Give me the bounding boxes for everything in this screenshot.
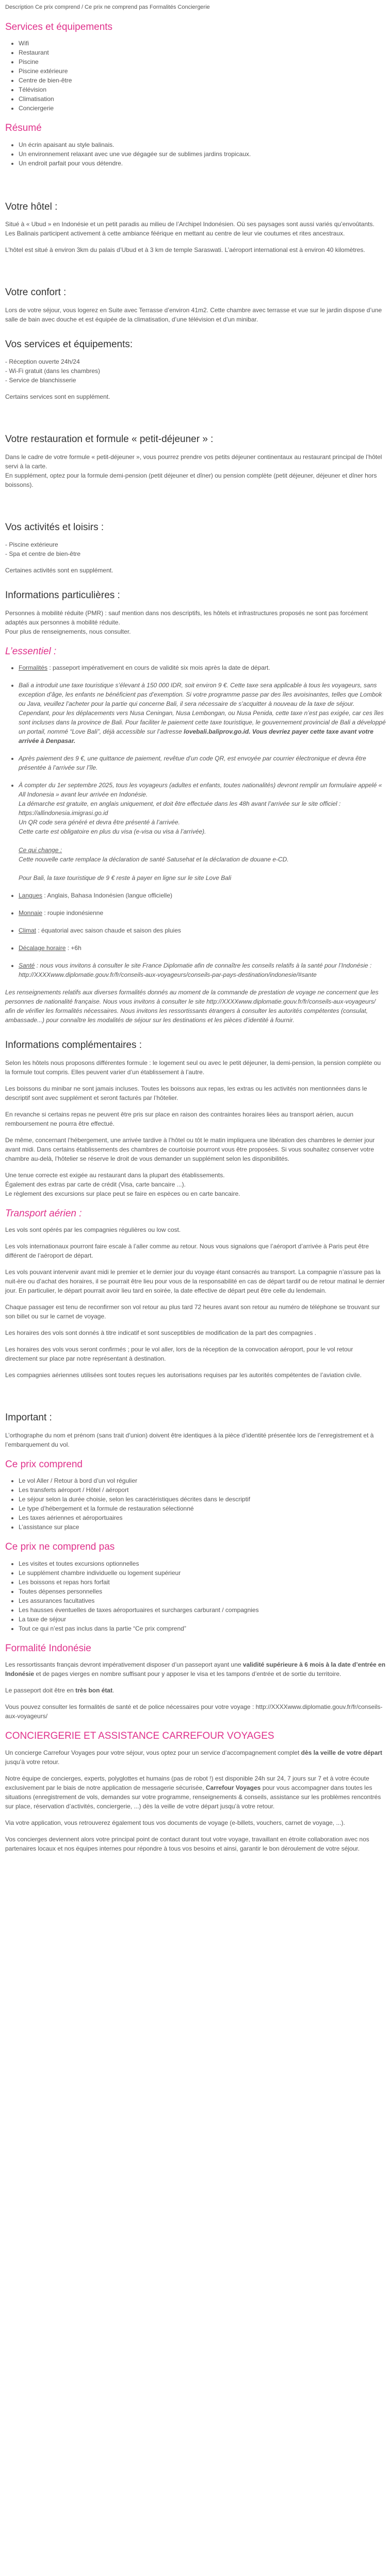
conciergerie-bold: Carrefour Voyages <box>205 1784 261 1791</box>
complementaires-text: Une tenue correcte est exigée au restaurant dans la plupart des établissements. <box>5 1171 225 1179</box>
complementaires-paragraph: En revanche si certains repas ne peuvent être pris sur place en raison des contraintes horaires liées au transport aérien, aucun remboursement ne pourra être effectué. <box>5 1110 354 1127</box>
list-item: • Piscine extérieure <box>19 66 386 76</box>
infos-text: Pour plus de renseignements, nous consulter. <box>5 628 131 635</box>
activite-line: - Spa et centre de bien-être <box>5 550 81 557</box>
sante-text: : nous vous invitons à consulter le site France Diplomatie afin de connaître les conseils relatifs à la santé pour l’Indonésie : http://XXXXwww.diplomatie.gouv.fr/fr/conseils-aux-voyageurs/conseils-par-pays-destination/indonesie/#sante <box>19 962 372 978</box>
list-item <box>19 961 386 979</box>
activites-lines <box>5 540 386 558</box>
decalage-text: : +6h <box>66 944 82 952</box>
transport-title: Transport aérien : <box>5 1208 82 1219</box>
list-item: • Restaurant <box>19 48 386 57</box>
conciergerie-paragraph: Vos concierges deviennent alors votre principal point de contact durant tout votre voyage, travaillant en étroite collaboration avec nos partenaires locaux et nos équipes internes pour répondre à tous vos besoins et ainsi, garantir le bon déroulement de votre séjour. <box>5 1835 369 1852</box>
climat-label: Climat <box>19 927 37 934</box>
climat-text: : équatorial avec saison chaude et saison des pluies <box>36 927 181 934</box>
formalite-bold: validité supérieure à 6 mois à la date d’entrée en Indonésie <box>5 1661 386 1677</box>
activites-title: Vos activités et loisirs : <box>5 521 104 533</box>
equipement-line: - Wi-Fi gratuit (dans les chambres) <box>5 367 101 375</box>
formalite-text: Le passeport doit être en <box>5 1687 76 1694</box>
list-item <box>19 781 386 883</box>
conciergerie-text: jusqu’à votre retour. <box>5 1758 60 1766</box>
formalite-text: . <box>112 1687 115 1694</box>
conciergerie-paragraph <box>5 1748 386 1767</box>
list-item: • Les visites et toutes excursions optionnelles <box>19 1559 386 1568</box>
list-item: • Un écrin apaisant au style balinais. <box>19 140 386 149</box>
complementaires-paragraph: De même, concernant l’hébergement, une arrivée tardive à l’hôtel ou tôt le matin impliquera une libération des chambres le dernier jour avant midi. Dans certains établissements des chambres de courtoisie pourront vous être proposées. Si vous souhaitez conserver votre chambre au-delà, l’hôtelier se réserve le droit de vous demander un supplément selon les disponibilités. <box>5 1136 375 1162</box>
important-paragraph: L’orthographe du nom et prénom (sans trait d’union) doivent être identiques à la pièce d’identité présentée lors de l’enregistrement et à l’embarquement du vol. <box>5 1431 374 1448</box>
restauration-title: Votre restauration et formule « petit-déjeuner » : <box>5 434 214 445</box>
complementaires-paragraph: Les boissons du minibar ne sont jamais incluses. Toutes les boissons aux repas, les extras ou les activités non mentionnées dans le descriptif sont avec supplément et seront facturés par l’hôtelier. <box>5 1084 367 1101</box>
confort-title: Votre confort : <box>5 287 67 298</box>
list-item: • Toutes dépenses personnelles <box>19 1587 386 1596</box>
hotel-title: Votre hôtel : <box>5 201 58 212</box>
list-item: • Télévision <box>19 85 386 94</box>
infos-title: Informations particulières : <box>5 590 120 601</box>
transport-paragraph: Chaque passager est tenu de reconfirmer son vol retour au plus tard 72 heures avant son retour au numéro de téléphone se trouvant sur son billet ou sur le carnet de voyage. <box>5 1303 380 1320</box>
list-item: • Les assurances facultatives <box>19 1596 386 1605</box>
equipements-lines <box>5 357 386 385</box>
services-list <box>5 39 386 113</box>
list-item: • Piscine <box>19 57 386 66</box>
list-item <box>19 943 386 953</box>
infos-paragraph <box>5 608 386 636</box>
evisa-text: Cette carte est obligatoire en plus du visa (e-visa ou visa à l’arrivée). <box>19 828 206 835</box>
change-label: Ce qui change : <box>19 846 62 854</box>
comprend-title: Ce prix comprend <box>5 1459 83 1470</box>
conciergerie-paragraph: Via votre application, vous retrouverez également tous vos documents de voyage (e-billets, vouchers, carnet de voyage, ...). <box>5 1819 345 1826</box>
complementaires-paragraph: Selon les hôtels nous proposons différentes formule : le logement seul ou avec le petit déjeuner, la demi-pension, la pension complète ou la formule tout compris. Elles peuvent varier d’un établissement à l’autre. <box>5 1059 381 1076</box>
conciergerie-text: Notre équipe de concierges, experts, polyglottes et humains (pas de robot !) est disponible 24h sur 24, 7 jours sur 7 et à votre écoute exclusivement par le biais de notre application de messagerie sécurisée, <box>5 1774 369 1791</box>
monnaie-text: : roupie indonésienne <box>42 909 104 917</box>
complementaires-text: Le règlement des excursions sur place peut se faire en espèces ou en carte bancaire. <box>5 1190 240 1197</box>
essentiel-title: L’essentiel : <box>5 646 57 657</box>
list-item: • Climatisation <box>19 94 386 104</box>
formalite-bold: très bon état <box>75 1687 113 1694</box>
list-item <box>19 663 386 672</box>
sante-label: Santé <box>19 962 35 969</box>
list-item: • L’assistance sur place <box>19 1522 386 1532</box>
transport-paragraph: Les horaires des vols sont donnés à titre indicatif et sont susceptibles de modification de la part des compagnies . <box>5 1329 317 1336</box>
list-item: • Un environnement relaxant avec une vue dégagée sur de sublimes jardins tropicaux. <box>19 149 386 159</box>
restauration-paragraph <box>5 452 386 489</box>
resume-title: Résumé <box>5 123 42 133</box>
list-item <box>19 908 386 918</box>
disclaimer: Les renseignements relatifs aux diverses formalités donnés au moment de la commande de prestation de voyage ne concernent que les personnes de nationalité française. Nous vous invitons à consulter le site http://XXXXwww.diplomatie.gouv.fr/fr/conseils-aux-voyageurs/ afin de vérifier les formalités nécessaires. Nous invitons les ressortissants étrangers à consulter les autorités compétentes (consulat, ambassade...) pour connaître les modalités de séjour sur les destinations et les pièces d’identité à fournir. <box>5 989 379 1024</box>
ne-comprend-title: Ce prix ne comprend pas <box>5 1541 115 1552</box>
formalites-text: : passeport impérativement en cours de validité six mois après la date de départ. <box>47 664 270 671</box>
important-title: Important : <box>5 1412 52 1423</box>
transport-paragraph: Les compagnies aériennes utilisées sont toutes reçues les autorisations requises par les autorités compétentes de l’aviation civile. <box>5 1371 362 1379</box>
equipements-title: Vos services et équipements: <box>5 338 133 350</box>
list-item: • Un endroit parfait pour vous détendre. <box>19 159 386 168</box>
ne-comprend-list <box>5 1559 386 1633</box>
infos-text: Personnes à mobilité réduite (PMR) : sauf mention dans nos descriptifs, les hôtels et infrastructures proposés ne sont pas forcément adaptés aux personnes à mobilité réduite. <box>5 609 368 626</box>
list-item: • Les hausses éventuelles de taxes aéroportuaires et surcharges carburant / compagnies <box>19 1605 386 1615</box>
list-item: • Le séjour selon la durée choisie, selon les caractéristiques décrites dans le descriptif <box>19 1495 386 1504</box>
formalite-paragraph: Vous pouvez consulter les formalités de santé et de police nécessaires pour votre voyage : http://XXXXwww.diplomatie.gouv.fr/fr/conseils-aux-voyageurs/ <box>5 1703 383 1720</box>
complementaires-title: Informations complémentaires : <box>5 1040 142 1050</box>
complementaires-paragraph <box>5 1171 386 1198</box>
conciergerie-text: Un concierge Carrefour Voyages pour votre séjour, vous optez pour un service d’accompagnement complet <box>5 1749 301 1756</box>
resume-list <box>5 140 386 168</box>
conciergerie-title: CONCIERGERIE ET ASSISTANCE CARREFOUR VOYAGES <box>5 1731 274 1741</box>
list-item <box>19 926 386 935</box>
hotel-paragraph: Situé à « Ubud » en Indonésie et un petit paradis au milieu de l’Archipel Indonésien. Où ses paysages sont aussi variés qu’envoûtants. Les Balinais participent activement à cette ambiance féérique en mettant au centre de leur vie coutumes et rites ancestraux. <box>5 221 374 237</box>
langues-text: : Anglais, Bahasa Indonésien (langue officielle) <box>42 892 172 899</box>
formalites-label: Formalités <box>19 664 48 671</box>
complementaires-text: Également des extras par carte de crédit (Visa, carte bancaire ...). <box>5 1180 186 1188</box>
list-item: • La taxe de séjour <box>19 1615 386 1624</box>
monnaie-label: Monnaie <box>19 909 43 917</box>
change-text: Cette nouvelle carte remplace la déclaration de santé Satusehat et la déclaration de douane e-CD. <box>19 856 289 863</box>
list-item: • Le type d’hébergement et la formule de restauration sélectionné <box>19 1504 386 1513</box>
equipements-note: Certains services sont en supplément. <box>5 393 110 400</box>
change-text: Pour Bali, la taxe touristique de 9 € reste à payer en ligne sur le site Love Bali <box>19 874 232 882</box>
formalite-paragraph <box>5 1686 386 1695</box>
taxe-text: Bali a introduit une taxe touristique s’élevant à 150 000 IDR, soit environ 9 €. Cette taxe sera applicable à tous les voyageurs, sans exception d’âge, les enfants ne bénéficient pas d’exemption. Si votre programme passe par des îles avoisinantes, telles que Lombok ou Java, veuillez l’acheter pour la partie qui concerne Bali, il sera nécessaire de s’acquitter à nouveau de la taxe de séjour. Cependant, pour les déplacements vers Nusa Ceningan, Nusa Lembongan, ou Nusa Penida, cette taxe n’est pas exigée, car ces îles sont incluses dans la province de Bali. Pour faciliter le paiement cette taxe touristique, le gouvernement provincial de Bali a développé un portail, nommé “Love Bali”, déjà accessible sur l’adresse <box>19 682 386 735</box>
conciergerie-text: pour vous accompagner dans toutes les situations (enregistrement de vols, demandes sur votre programme, renseignements & conseils, assistance sur les problèmes rencontrés sur place, réservation d’activités, conciergerie, ...) dès la veille de votre départ jusqu’à votre retour. <box>5 1784 381 1810</box>
comprend-list <box>5 1476 386 1532</box>
hotel-paragraph: L’hôtel est situé à environ 3km du palais d’Ubud et à 3 km de temple Saraswati. L’aéroport international est à environ 40 kilomètres. <box>5 246 365 253</box>
confort-paragraph: Lors de votre séjour, vous logerez en Suite avec Terrasse d’environ 41m2. Cette chambre avec terrasse et vue sur le jardin dispose d’une salle de bain avec douche et est équipée de la climatisation, d’une télévision et d’un minibar. <box>5 306 382 323</box>
list-item: • Tout ce qui n’est pas inclus dans la partie “Ce prix comprend” <box>19 1624 386 1633</box>
taxe-link[interactable]: lovebali.baliprov.go.id <box>184 728 249 735</box>
essentiel-list <box>5 663 386 979</box>
list-item <box>19 891 386 900</box>
activite-line: - Piscine extérieure <box>5 541 58 548</box>
evisa-text: La démarche est gratuite, en anglais uniquement, et doit être effectuée dans les 48h avant l’arrivée sur le site officiel : https://allindonesia.imigrasi.go.id <box>19 800 341 817</box>
formalite-text: Les ressortissants français devront impérativement disposer d’un passeport ayant une <box>5 1661 243 1668</box>
list-item: • Les taxes aériennes et aéroportuaires <box>19 1513 386 1522</box>
formalite-text: et de pages vierges en nombre suffisant pour y apposer le visa et les tampons d’entrée et de sortie du territoire. <box>34 1670 341 1677</box>
list-item: • Les boissons et repas hors forfait <box>19 1578 386 1587</box>
list-item: • Le supplément chambre individuelle ou logement supérieur <box>19 1568 386 1578</box>
evisa-text: Un QR code sera généré et devra être présenté à l’arrivée. <box>19 819 180 826</box>
equipement-line: - Service de blanchisserie <box>5 377 76 384</box>
transport-paragraph: Les horaires des vols vous seront confirmés ; pour le vol aller, lors de la réception de la convocation aéroport, pour le vol retour directement sur place par notre représentant à destination. <box>5 1346 353 1362</box>
restauration-text: Dans le cadre de votre formule « petit-déjeuner », vous pourrez prendre vos petits déjeuner continentaux au restaurant principal de l’hôtel servi à la carte. <box>5 453 382 470</box>
conciergerie-bold: dès la veille de votre départ <box>301 1749 383 1756</box>
transport-paragraph: Les vols pouvant intervenir avant midi le premier et le dernier jour du voyage étant consacrés au transport. La compagnie n’assure pas la nuit-ère ou d’achat des horaires, il se pourrait être lieu pour vous de la responsabilité en cas de départ tardif ou de retour matinal le dernier jour. En particulier, le départ pourrait avoir lieu tard en soirée, la date effective de départ peut être celle du lendemain. <box>5 1268 385 1294</box>
list-item <box>19 681 386 745</box>
list-item: • Les transferts aéroport / Hôtel / aéroport <box>19 1485 386 1495</box>
conciergerie-paragraph <box>5 1774 386 1811</box>
breadcrumb-text: Description Ce prix comprend / Ce prix ne comprend pas Formalités Conciergerie <box>5 4 210 10</box>
restauration-text: En supplément, optez pour la formule demi-pension (petit déjeuner et dîner) ou pension complète (petit déjeuner, déjeuner et dîner hors boissons). <box>5 471 377 488</box>
formalite-title: Formalité Indonésie <box>5 1642 91 1654</box>
formalite-paragraph <box>5 1660 386 1679</box>
transport-paragraph: Les vols internationaux pourront faire escale à l’aller comme au retour. Nous vous signalons que l’aéroport d’arrivée à Paris peut être différent de l’aéroport de départ. <box>5 1243 369 1259</box>
list-item: • Conciergerie <box>19 104 386 113</box>
langues-label: Langues <box>19 892 43 899</box>
decalage-label: Décalage horaire <box>19 944 66 952</box>
list-item: • Après paiement des 9 €, une quittance de paiement, revêtue d’un code QR, est envoyée par courrier électronique et devra être présentée à l’arrivée sur l’île. <box>19 754 386 772</box>
taxe-bold: . Vous devriez payer cette taxe avant votre arrivée à Denpasar. <box>19 728 373 744</box>
evisa-text: À compter du 1er septembre 2025, tous les voyageurs (adultes et enfants, toutes nationalités) devront remplir un formulaire appelé « All Indonesia » avant leur arrivée en Indonésie. <box>19 782 382 798</box>
list-item: • Wifi <box>19 39 386 48</box>
equipement-line: - Réception ouverte 24h/24 <box>5 358 80 365</box>
list-item: • Centre de bien-être <box>19 76 386 85</box>
services-title: Services et équipements <box>5 21 113 32</box>
transport-paragraph: Les vols sont opérés par les compagnies régulières ou low cost. <box>5 1226 181 1233</box>
activites-note: Certaines activités sont en supplément. <box>5 567 113 574</box>
list-item: • Le vol Aller / Retour à bord d’un vol régulier <box>19 1476 386 1485</box>
